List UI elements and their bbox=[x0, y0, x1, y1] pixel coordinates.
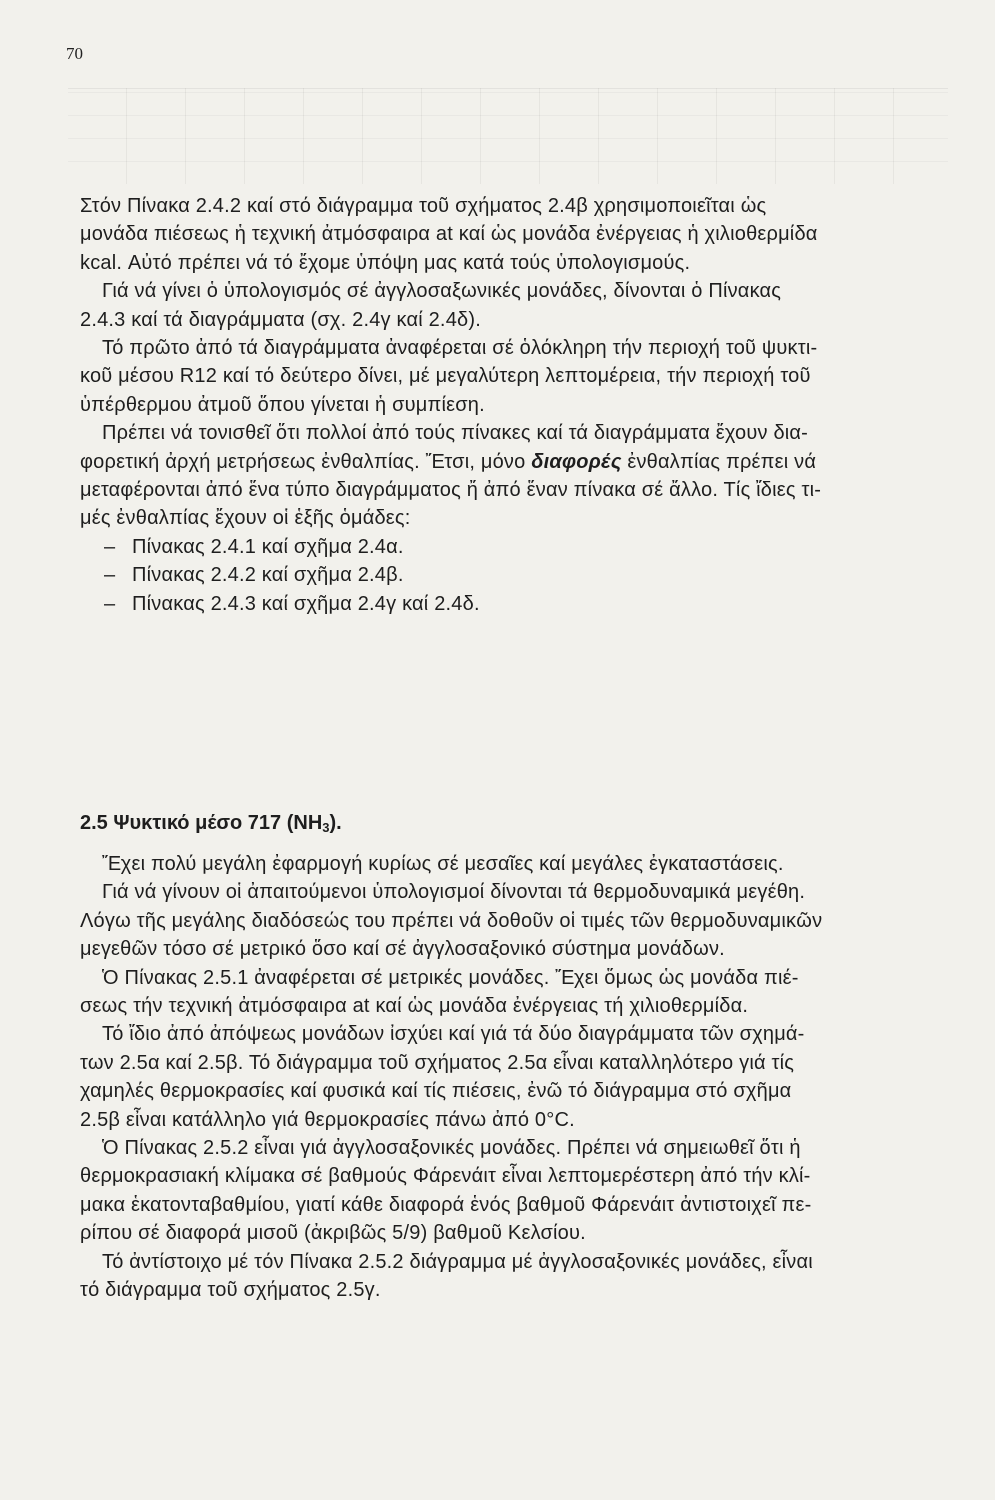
section-2-5-text bbox=[80, 850, 960, 1305]
list-item-text: Πίνακας 2.4.3 καί σχῆμα 2.4γ καί 2.4δ. bbox=[132, 592, 480, 615]
show-through-table bbox=[68, 88, 948, 184]
text-line: τό διάγραμμα τοῦ σχήματος 2.5γ. bbox=[80, 1279, 381, 1302]
text-line: μεταφέρονται ἀπό ἕνα τύπο διαγράμματος ἤ ἀπό ἕναν πίνακα σέ ἄλλο. Τίς ἴδιες τι- bbox=[80, 479, 822, 502]
section-2-4-text bbox=[80, 192, 960, 618]
text-line: μακα ἑκατονταβαθμίου, γιατί κάθε διαφορά ἑνός βαθμοῦ Φάρενάιτ ἀντιστοιχεῖ πε- bbox=[80, 1193, 812, 1216]
list-dash: – bbox=[104, 535, 116, 558]
text-line: Τό πρῶτο ἀπό τά διαγράμματα ἀναφέρεται σέ ὁλόκληρη τήν περιοχή τοῦ ψυκτι- bbox=[102, 337, 818, 360]
text-fragment: ἐνθαλπίας πρέπει νά bbox=[627, 450, 817, 473]
text-line: μεγεθῶν τόσο σέ μετρικό ὅσο καί σέ ἀγγλοσαξονικό σύστημα μονάδων. bbox=[80, 938, 725, 961]
emphasis-word: διαφορές bbox=[531, 450, 622, 473]
text-line: ρίπου σέ διαφορά μισοῦ (ἀκριβῶς 5/9) βαθμοῦ Κελσίου. bbox=[80, 1222, 586, 1245]
text-line: κοῦ μέσου R12 καί τό δεύτερο δίνει, μέ μεγαλύτερη λεπτομέρεια, τήν περιοχή τοῦ bbox=[80, 365, 811, 388]
text-line: μές ἐνθαλπίας ἔχουν οἱ ἑξῆς ὁμάδες: bbox=[80, 507, 411, 530]
section-heading bbox=[80, 812, 342, 835]
text-line: μονάδα πιέσεως ἡ τεχνική ἀτμόσφαιρα at καί ὡς μονάδα ἐνέργειας ἡ χιλιοθερμίδα bbox=[80, 223, 818, 246]
list-item bbox=[80, 590, 960, 618]
text-line: σεως τήν τεχνική ἀτμόσφαιρα at καί ὡς μονάδα ἐνέργειας τή χιλιοθερμίδα. bbox=[80, 995, 749, 1018]
list-dash: – bbox=[104, 564, 116, 587]
text-line: χαμηλές θερμοκρασίες καί φυσικά καί τίς πιέσεις, ἐνῶ τό διάγραμμα στό σχῆμα bbox=[80, 1080, 792, 1103]
text-line: Ἔχει πολύ μεγάλη ἐφαρμογή κυρίως σέ μεσαῖες καί μεγάλες ἐγκαταστάσεις. bbox=[102, 853, 784, 875]
text-line: Τό ἴδιο ἀπό ἀπόψεως μονάδων ἰσχύει καί γιά τά δύο διαγράμματα τῶν σχημά- bbox=[102, 1023, 805, 1046]
text-line: 2.5β εἶναι κατάλληλο γιά θερμοκρασίες πάνω ἀπό 0°C. bbox=[80, 1108, 575, 1131]
list-item-text: Πίνακας 2.4.2 καί σχῆμα 2.4β. bbox=[132, 564, 404, 587]
text-line: θερμοκρασιακή κλίμακα σέ βαθμούς Φάρενάιτ εἶναι λεπτομερέστερη ἀπό τήν κλί- bbox=[80, 1165, 811, 1188]
page-number: 70 bbox=[66, 44, 83, 63]
text-line: ὑπέρθερμου ἀτμοῦ ὅπου γίνεται ἡ συμπίεση. bbox=[80, 393, 485, 416]
text-line: Ὁ Πίνακας 2.5.2 εἶναι γιά ἀγγλοσαξονικές μονάδες. Πρέπει νά σημειωθεῖ ὅτι ἡ bbox=[102, 1137, 801, 1160]
text-line: kcal. Αὐτό πρέπει νά τό ἔχομε ὑπόψη μας κατά τούς ὑπολογισμούς. bbox=[80, 251, 691, 274]
text-line: Γιά νά γίνει ὁ ὑπολογισμός σέ ἀγγλοσαξωνικές μονάδες, δίνονται ὁ Πίνακας bbox=[102, 280, 782, 303]
text-line: Λόγω τῆς μεγάλης διαδόσεώς του πρέπει νά δοθοῦν οἱ τιμές τῶν θερμοδυναμικῶν bbox=[80, 909, 823, 932]
text-line: των 2.5α καί 2.5β. Τό διάγραμμα τοῦ σχήματος 2.5α εἶναι καταλληλότερο γιά τίς bbox=[80, 1051, 795, 1074]
text-line: Ὁ Πίνακας 2.5.1 ἀναφέρεται σέ μετρικές μονάδες. Ἔχει ὅμως ὡς μονάδα πιέ- bbox=[102, 966, 799, 989]
heading-subscript: 3 bbox=[322, 820, 330, 835]
text-line bbox=[80, 448, 960, 476]
text-line: 2.4.3 καί τά διαγράμματα (σχ. 2.4γ καί 2.4δ). bbox=[80, 308, 481, 331]
text-line: Τό ἀντίστοιχο μέ τόν Πίνακα 2.5.2 διάγραμμα μέ ἀγγλοσαξονικές μονάδες, εἶναι bbox=[102, 1250, 813, 1273]
list-item bbox=[80, 533, 960, 561]
heading-text: 2.5 Ψυκτικό μέσο 717 (NH bbox=[80, 812, 323, 834]
text-line: Στόν Πίνακα 2.4.2 καί στό διάγραμμα τοῦ σχήματος 2.4β χρησιμοποιεῖται ὡς bbox=[80, 195, 767, 217]
text-fragment: φορετική ἀρχή μετρήσεως ἐνθαλπίας. Ἔτσι, μόνο bbox=[80, 450, 526, 473]
text-line: Πρέπει νά τονισθεῖ ὅτι πολλοί ἀπό τούς πίνακες καί τά διαγράμματα ἔχουν δια- bbox=[102, 422, 809, 445]
text-line: Γιά νά γίνουν οἱ ἀπαιτούμενοι ὑπολογισμοί δίνονται τά θερμοδυναμικά μεγέθη. bbox=[102, 881, 806, 904]
heading-tail: ). bbox=[329, 812, 342, 834]
list-dash: – bbox=[104, 592, 116, 615]
list-item bbox=[80, 561, 960, 589]
list-item-text: Πίνακας 2.4.1 καί σχῆμα 2.4α. bbox=[132, 535, 404, 558]
